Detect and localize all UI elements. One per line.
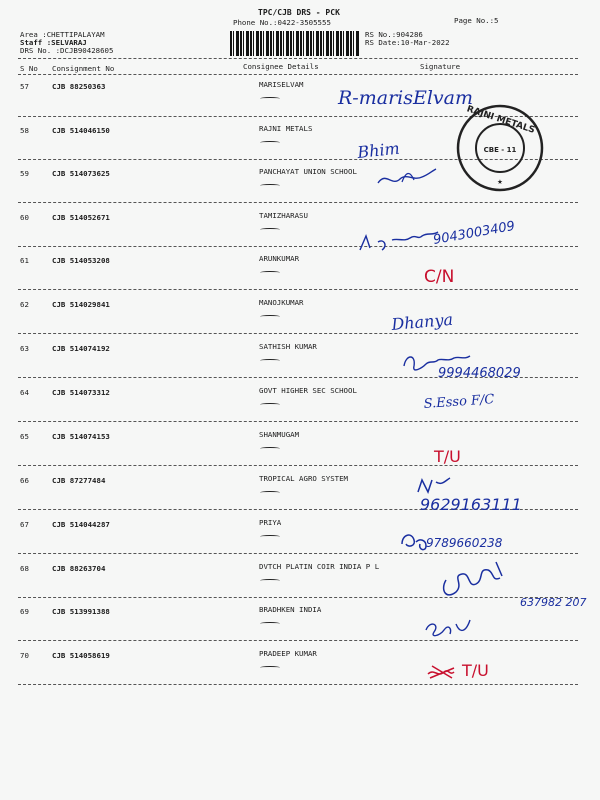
phone-60: 9043003409	[432, 218, 517, 248]
status-65: T/U	[434, 447, 461, 466]
delivery-tick	[260, 491, 280, 494]
phone-number: Phone No.:0422-3505555	[233, 18, 331, 27]
delivery-tick	[260, 579, 280, 582]
row-consignment: CJB 514058619	[52, 651, 110, 660]
phone-67: 9789660238	[426, 536, 503, 550]
signature-57: R-marisElvam	[338, 87, 474, 109]
phone-66: 9629163111	[420, 495, 522, 514]
col-sno: S No	[20, 64, 38, 73]
row-divider	[18, 116, 578, 117]
delivery-tick	[260, 228, 280, 231]
area-label: Area :CHETTIPALAYAM	[20, 30, 105, 39]
row-sno: 63	[20, 344, 29, 353]
row-consignee: PRADEEP KUMAR	[259, 649, 317, 658]
delivery-tick	[260, 359, 280, 362]
row-consignee: TAMIZHARASU	[259, 211, 308, 220]
row-consignment: CJB 88250363	[52, 82, 106, 91]
row-sno: 65	[20, 432, 29, 441]
row-consignment: CJB 514053208	[52, 256, 110, 265]
page-number: Page No.:5	[454, 16, 499, 25]
rs-number: RS No.:904286	[365, 30, 423, 39]
row-divider	[18, 246, 578, 247]
stamp-inner-ring	[476, 124, 524, 172]
row-consignee: DVTCH PLATIN COIR INDIA P L	[259, 562, 380, 571]
row-divider	[18, 553, 578, 554]
row-divider	[18, 202, 578, 203]
report-title: TPC/CJB DRS - PCK	[258, 8, 340, 17]
row-consignment: CJB 514073625	[52, 169, 110, 178]
row-consignment: CJB 88263704	[52, 564, 106, 573]
struck-initials-70	[428, 666, 454, 678]
delivery-tick	[260, 315, 280, 318]
row-consignment: CJB 514046150	[52, 126, 110, 135]
phone-63: 9994468029	[438, 366, 521, 381]
row-divider	[18, 597, 578, 598]
status-70: T/U	[462, 661, 489, 680]
col-consignment: Consignment No	[52, 64, 115, 73]
stamp-code: CBE - 11	[483, 146, 517, 154]
delivery-tick	[260, 403, 280, 406]
signature-62: Dhanya	[390, 309, 454, 334]
stamp-name: RAJNI METALS	[465, 104, 536, 136]
row-sno: 62	[20, 300, 29, 309]
delivery-tick	[260, 141, 280, 144]
row-consignee: SHANMUGAM	[259, 430, 300, 439]
rs-date: RS Date:10-Mar-2022	[365, 38, 450, 47]
drs-number: DRS No. :DCJB90428605	[20, 46, 114, 55]
row-consignee: BRADHKEN INDIA	[259, 605, 322, 614]
row-consignment: CJB 514074192	[52, 344, 110, 353]
row-consignment: CJB 514052671	[52, 213, 110, 222]
row-divider	[18, 377, 578, 378]
row-sno: 69	[20, 607, 29, 616]
signature-60-scribble	[360, 232, 438, 250]
signature-59-scribble	[378, 169, 436, 183]
delivery-tick	[260, 184, 280, 187]
signature-67-scribble	[402, 535, 426, 550]
row-consignment: CJB 513991388	[52, 607, 110, 616]
barcode	[230, 31, 360, 56]
row-consignment: CJB 514073312	[52, 388, 110, 397]
status-61: C/N	[424, 267, 455, 287]
stamp-outer-ring	[458, 106, 542, 190]
row-consignee: PANCHAYAT UNION SCHOOL	[259, 167, 357, 176]
row-divider	[18, 159, 578, 160]
row-sno: 64	[20, 388, 29, 397]
row-sno: 66	[20, 476, 29, 485]
signature-64: S.Esso F/C	[423, 392, 495, 412]
row-sno: 60	[20, 213, 29, 222]
delivery-tick	[260, 97, 280, 100]
row-sno: 68	[20, 564, 29, 573]
signature-63-scribble	[404, 356, 470, 370]
row-consignee: SATHISH KUMAR	[259, 342, 317, 351]
row-divider	[18, 684, 578, 685]
row-divider	[18, 640, 578, 641]
row-consignee: GOVT HIGHER SEC SCHOOL	[259, 386, 357, 395]
row-sno: 59	[20, 169, 29, 178]
row-divider	[18, 421, 578, 422]
delivery-tick	[260, 666, 280, 669]
row-consignment: CJB 514044287	[52, 520, 110, 529]
row-consignment: CJB 514074153	[52, 432, 110, 441]
row-sno: 58	[20, 126, 29, 135]
row-divider	[18, 289, 578, 290]
signature-69-scribble	[426, 620, 470, 636]
row-sno: 70	[20, 651, 29, 660]
staff-label: Staff :SELVARAJ	[20, 38, 87, 47]
rajni-metals-stamp	[458, 104, 542, 190]
header-rule	[18, 74, 578, 75]
row-sno: 61	[20, 256, 29, 265]
row-consignee: MARISELVAM	[259, 80, 304, 89]
delivery-tick	[260, 447, 280, 450]
row-consignee: PRIYA	[259, 518, 282, 527]
row-consignee: ARUNKUMAR	[259, 254, 300, 263]
phone-68: 637982 207	[520, 596, 587, 609]
signature-66-scribble	[418, 478, 450, 492]
row-consignee: MANOJKUMAR	[259, 298, 304, 307]
col-consignee: Consignee Details	[243, 62, 319, 71]
row-divider	[18, 333, 578, 334]
row-consignment: CJB 514029841	[52, 300, 110, 309]
signature-68-scribble	[444, 562, 502, 595]
signature-59-flourish	[402, 173, 414, 182]
header-rule	[18, 58, 578, 59]
signature-58: Bhim	[356, 138, 401, 162]
delivery-tick	[260, 622, 280, 625]
row-consignee: TROPICAL AGRO SYSTEM	[259, 474, 348, 483]
delivery-tick	[260, 271, 280, 274]
row-divider	[18, 465, 578, 466]
row-divider	[18, 509, 578, 510]
row-sno: 67	[20, 520, 29, 529]
star-icon: ★	[497, 177, 503, 187]
row-sno: 57	[20, 82, 29, 91]
row-consignee: RAJNI METALS	[259, 124, 313, 133]
row-consignment: CJB 87277484	[52, 476, 106, 485]
col-signature: Signature	[420, 62, 461, 71]
delivery-tick	[260, 535, 280, 538]
